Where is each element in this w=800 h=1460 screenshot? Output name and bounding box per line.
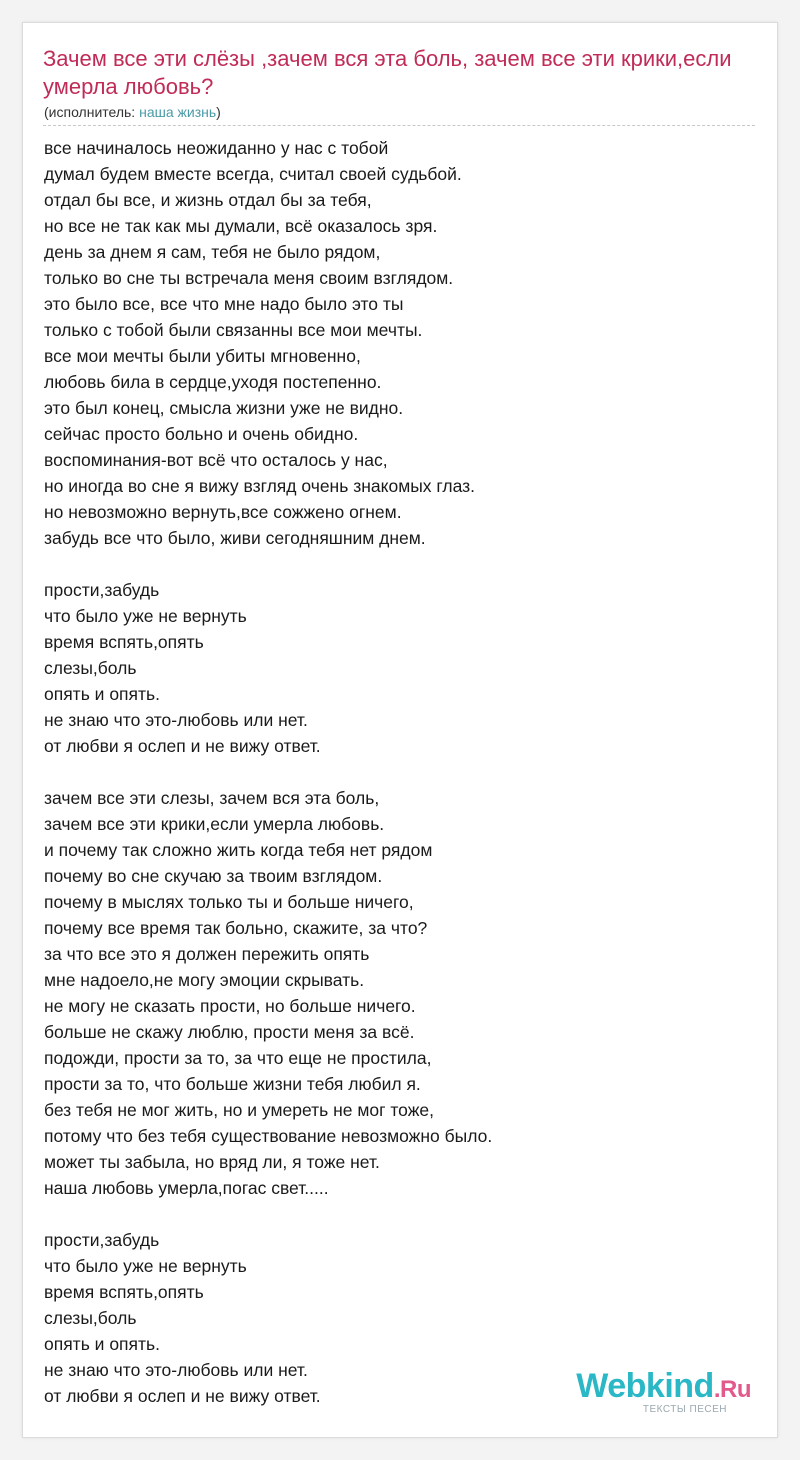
lyric-line: не знаю что это-любовь или нет. — [44, 710, 308, 730]
lyric-line: может ты забыла, но вряд ли, я тоже нет. — [44, 1152, 380, 1172]
artist-line — [44, 103, 221, 121]
lyric-line: но невозможно вернуть,все сожжено огнем. — [44, 502, 402, 522]
lyric-line: за что все это я должен пережить опять — [44, 944, 370, 964]
lyrics-stanza — [44, 135, 744, 551]
song-title: Зачем все эти слёзы ,зачем вся эта боль, зачем все эти крики,если умерла любовь? — [43, 46, 732, 99]
lyric-line: прости,забудь — [44, 580, 160, 600]
lyric-line: почему все время так больно, скажите, за что? — [44, 918, 428, 938]
lyric-line: только с тобой были связанны все мои мечты. — [44, 320, 423, 340]
lyric-line: воспоминания-вот всё что осталось у нас, — [44, 450, 388, 470]
lyric-line: от любви я ослеп и не вижу ответ. — [44, 736, 321, 756]
lyric-line: зачем все эти слезы, зачем вся эта боль, — [44, 788, 380, 808]
logo-brand: Webkind — [576, 1367, 714, 1405]
lyric-line: это был конец, смысла жизни уже не видно. — [44, 398, 404, 418]
logo-tagline: ТЕКСТЫ ПЕСЕН — [642, 1404, 727, 1415]
lyrics-stanza — [44, 577, 744, 759]
lyric-line: больше не скажу люблю, прости меня за всё. — [44, 1022, 415, 1042]
lyric-line: только во сне ты встречала меня своим взглядом. — [44, 268, 454, 288]
webkind-logo — [576, 1368, 751, 1415]
lyric-line: опять и опять. — [44, 684, 160, 704]
lyric-line: подожди, прости за то, за что еще не простила, — [44, 1048, 432, 1068]
lyric-line: опять и опять. — [44, 1334, 160, 1354]
lyric-line: что было уже не вернуть — [44, 606, 247, 626]
lyric-line: наша любовь умерла,погас свет..... — [44, 1178, 329, 1198]
logo-tld: .Ru — [713, 1376, 751, 1403]
lyric-line: думал будем вместе всегда, считал своей судьбой. — [44, 164, 462, 184]
artist-suffix: ) — [216, 104, 221, 120]
lyric-line: не могу не сказать прости, но больше ничего. — [44, 996, 416, 1016]
lyric-line: но иногда во сне я вижу взгляд очень знакомых глаз. — [44, 476, 476, 496]
artist-prefix: (исполнитель: — [44, 104, 140, 120]
lyric-line: слезы,боль — [44, 658, 137, 678]
lyric-line: прости за то, что больше жизни тебя любил я. — [44, 1074, 421, 1094]
lyric-line: время вспять,опять — [44, 632, 204, 652]
lyric-line: день за днем я сам, тебя не было рядом, — [44, 242, 381, 262]
lyric-line: но все не так как мы думали, всё оказалось зря. — [44, 216, 438, 236]
lyric-line: мне надоело,не могу эмоции скрывать. — [44, 970, 365, 990]
lyric-line: без тебя не мог жить, но и умереть не мог тоже, — [44, 1100, 435, 1120]
lyric-line: это было все, все что мне надо было это ты — [44, 294, 404, 314]
lyric-line: потому что без тебя существование невозможно было. — [44, 1126, 493, 1146]
lyrics-stanza — [44, 785, 744, 1201]
lyrics-card — [22, 22, 778, 1438]
lyric-line: от любви я ослеп и не вижу ответ. — [44, 1386, 321, 1406]
lyric-line: почему в мыслях только ты и больше ничего, — [44, 892, 414, 912]
lyric-line: все мои мечты были убиты мгновенно, — [44, 346, 361, 366]
lyric-line: слезы,боль — [44, 1308, 137, 1328]
lyric-line: отдал бы все, и жизнь отдал бы за тебя, — [44, 190, 372, 210]
lyric-line: что было уже не вернуть — [44, 1256, 247, 1276]
lyric-line: сейчас просто больно и очень обидно. — [44, 424, 359, 444]
dashed-divider — [43, 125, 755, 126]
lyric-line: все начиналось неожиданно у нас с тобой — [44, 138, 389, 158]
lyric-line: и почему так сложно жить когда тебя нет рядом — [44, 840, 433, 860]
lyric-line: не знаю что это-любовь или нет. — [44, 1360, 308, 1380]
lyric-line: любовь била в сердце,уходя постепенно. — [44, 372, 382, 392]
lyrics-body — [44, 135, 744, 1435]
lyric-line: зачем все эти крики,если умерла любовь. — [44, 814, 385, 834]
artist-link[interactable]: наша жизнь — [139, 104, 217, 120]
lyric-line: прости,забудь — [44, 1230, 160, 1250]
lyric-line: почему во сне скучаю за твоим взглядом. — [44, 866, 383, 886]
lyric-line: забудь все что было, живи сегодняшним днем. — [44, 528, 426, 548]
lyric-line: время вспять,опять — [44, 1282, 204, 1302]
